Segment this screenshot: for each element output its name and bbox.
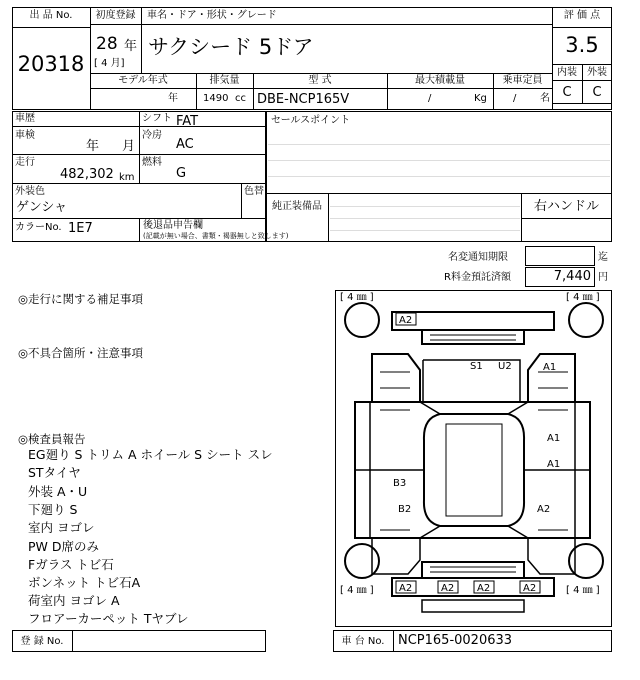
inspection-year-unit: 年 <box>86 139 100 154</box>
inspector-line: フロアーカーペット Tヤブレ <box>28 611 189 626</box>
wheel-bottom-left <box>345 544 379 578</box>
mark-rear-bumper: A2 <box>399 315 413 326</box>
mark-front-bumper-2: A2 <box>441 583 455 594</box>
wheel-bottom-right <box>569 544 603 578</box>
model-label: 型 式 <box>308 75 332 86</box>
load-slash: / <box>428 93 432 104</box>
color-no-label: カラーNo. <box>15 222 62 233</box>
tire-depth-bl: [ 4 ㎜ ] <box>340 585 374 596</box>
inspector-report-label: ◎検査員報告 <box>18 432 86 446</box>
mark-b2: B2 <box>398 504 412 515</box>
inspector-line: EG廻り S トリム A ホイール S シート スレ <box>28 447 273 462</box>
recycle-unit: 円 <box>598 272 608 283</box>
chassis-value: NCP165-0020633 <box>398 633 513 648</box>
mileage-value: 482,302 <box>60 167 114 182</box>
displacement-unit: cc <box>235 93 246 104</box>
max-load-label: 最大積載量 <box>415 75 465 86</box>
handle-value: 右ハンドル <box>533 199 599 214</box>
name-change-box <box>525 246 595 266</box>
score-label: 評 価 点 <box>563 10 601 21</box>
mark-a2-right: A2 <box>537 504 551 515</box>
capacity-unit: 名 <box>540 93 550 104</box>
capacity-slash: / <box>513 93 517 104</box>
registration-label: 登 録 No. <box>20 636 64 647</box>
ac-label: 冷房 <box>142 130 162 141</box>
mark-u2: U2 <box>498 361 512 372</box>
inspector-line: ボンネット トビ石A <box>28 575 141 590</box>
recycle-value: 7,440 <box>553 269 591 284</box>
model-year-label: モデル年式 <box>118 75 168 86</box>
tire-depth-br: [ 4 ㎜ ] <box>566 585 600 596</box>
car-name: サクシード 5ドア <box>148 35 314 59</box>
color-no-value: 1E7 <box>68 221 93 236</box>
mileage-unit: km <box>119 172 135 183</box>
mark-a1-lower: A1 <box>547 459 561 470</box>
interior-label: 内装 <box>557 67 577 78</box>
registration-year-unit: 年 <box>124 39 138 54</box>
post-note: (記載が無い場合、書類・褐器無しと致します) <box>143 232 289 240</box>
inspector-line: 荷室内 ヨゴレ A <box>28 593 120 608</box>
wheel-top-right <box>569 303 603 337</box>
model-year-unit: 年 <box>168 93 178 104</box>
inspector-line: 室内 ヨゴレ <box>28 520 95 535</box>
car-name-label: 車名・ドア・形状・グレード <box>147 10 277 21</box>
registration-year: 28 <box>96 34 118 54</box>
mark-front-bumper-4: A2 <box>523 583 537 594</box>
car-roof <box>424 414 524 526</box>
capacity-label: 乗車定員 <box>502 75 543 86</box>
registration-label: 初度登録 <box>95 10 136 21</box>
inspector-line: 下廻り S <box>28 502 78 517</box>
score-value: 3.5 <box>565 33 599 57</box>
color-label: 外装色 <box>15 186 45 197</box>
fuel-label: 燃料 <box>142 157 162 168</box>
history-label: 車歴 <box>15 113 35 124</box>
sales-point-label: セールスポイント <box>271 115 351 126</box>
recycle-label: R料金預託済額 <box>444 272 511 283</box>
model-value: DBE-NCP165V <box>257 92 350 107</box>
displacement-label: 排気量 <box>209 75 240 86</box>
exterior-grade: C <box>592 85 602 100</box>
post-label: 後退品申告欄 <box>143 220 203 231</box>
mark-a1-mid: A1 <box>547 433 561 444</box>
equipment-label: 純正装備品 <box>272 201 322 212</box>
mark-front-bumper-3: A2 <box>477 583 491 594</box>
recolor-label: 色替 <box>244 186 264 197</box>
name-change-unit: 迄 <box>598 252 608 263</box>
inspector-line: Fガラス トビ石 <box>28 557 114 572</box>
wheel-top-left <box>345 303 379 337</box>
mark-a1-top: A1 <box>543 362 557 373</box>
inspection-month-unit: 月 <box>122 139 136 154</box>
driving-notes-label: ◎走行に関する補足事項 <box>18 292 144 306</box>
mark-b3: B3 <box>393 478 407 489</box>
tire-depth-tr: [ 4 ㎜ ] <box>566 292 600 303</box>
inspector-line: PW D席のみ <box>28 539 99 554</box>
exterior-label: 外装 <box>587 67 607 78</box>
name-change-label: 名変通知期限 <box>448 252 508 263</box>
fuel-value: G <box>176 166 187 181</box>
lot-label: 出 品 No. <box>29 10 73 21</box>
chassis-label: 車 台 No. <box>341 636 385 647</box>
interior-grade: C <box>562 85 572 100</box>
color-value: ゲンシャ <box>16 200 68 215</box>
defects-notes-label: ◎不具合箇所・注意事項 <box>18 346 144 360</box>
load-unit: Kg <box>474 93 487 104</box>
lot-number: 20318 <box>17 52 85 76</box>
mark-s1: S1 <box>470 361 483 372</box>
car-diagram <box>335 290 612 627</box>
tire-depth-tl: [ 4 ㎜ ] <box>340 292 374 303</box>
shift-label: シフト <box>142 113 172 124</box>
mileage-label: 走行 <box>15 157 35 168</box>
registration-month: [ 4 月] <box>94 58 125 69</box>
inspection-label: 車検 <box>15 130 35 141</box>
displacement-value: 1490 <box>203 93 229 104</box>
shift-value: FAT <box>176 114 199 129</box>
mark-front-bumper-1: A2 <box>399 583 413 594</box>
inspector-line: STタイヤ <box>28 465 81 480</box>
ac-value: AC <box>176 137 194 152</box>
inspector-line: 外装 A・U <box>28 484 88 499</box>
